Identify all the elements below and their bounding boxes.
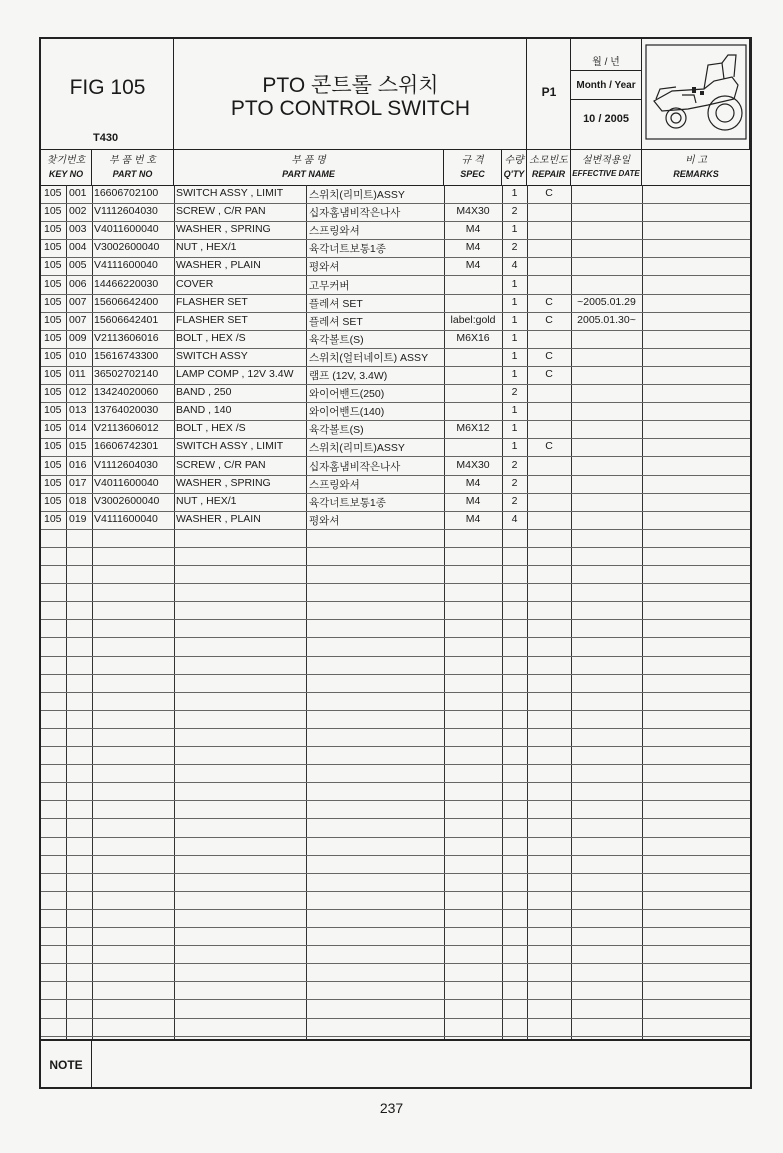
cell-name-en: SWITCH ASSY , LIMIT	[176, 187, 284, 199]
cell-name-en: SCREW , C/R PAN	[176, 458, 266, 471]
cell-name-en: NUT , HEX/1	[176, 494, 237, 507]
blank-row	[41, 800, 750, 819]
title-box	[174, 39, 527, 149]
cell-name-ko: 스위치(리미트)ASSY	[309, 442, 405, 455]
col-effective-date: 설변적용일 EFFECTIVE DATE	[571, 149, 642, 185]
cell-key: 003	[69, 223, 87, 236]
cell-fig: 105	[44, 331, 62, 344]
cell-name-en: FLASHER SET	[176, 313, 248, 326]
cell-part-no: V4111600040	[94, 259, 158, 272]
cell-key: 011	[69, 368, 86, 380]
cell-part-no: 13764020030	[94, 404, 159, 417]
blank-row	[41, 837, 750, 856]
table-row	[41, 457, 750, 476]
cell-qty: 1	[511, 331, 518, 344]
cell-part-no: 14466220030	[94, 277, 159, 290]
cell-repair: C	[545, 295, 553, 308]
cell-spec: M4X30	[456, 205, 490, 218]
col-spec: 규 격 SPEC	[444, 149, 502, 185]
table-row	[41, 493, 750, 512]
cell-name-en: BAND , 140	[176, 404, 232, 417]
cell-qty: 1	[511, 295, 518, 308]
cell-part-no: V3002600040	[94, 494, 160, 507]
cell-qty: 2	[511, 241, 518, 254]
cell-fig: 105	[44, 187, 62, 199]
cell-repair: C	[545, 313, 553, 326]
cell-repair: C	[545, 349, 553, 362]
cell-fig: 105	[44, 241, 62, 254]
cell-key: 001	[69, 187, 87, 199]
cell-name-en: WASHER , SPRING	[176, 223, 271, 236]
blank-row	[41, 638, 750, 657]
cell-qty: 2	[511, 205, 518, 218]
cell-qty: 2	[511, 458, 518, 471]
cell-part-no: V2113606012	[94, 422, 159, 435]
cell-fig: 105	[44, 205, 62, 218]
cell-part-no: V4111600040	[94, 512, 158, 525]
cell-name-ko: 와이어밴드(140)	[309, 406, 385, 419]
cell-spec: M4	[465, 241, 481, 254]
col-part-name: 부 품 명 PART NAME	[174, 149, 444, 185]
cell-fig: 105	[44, 259, 62, 272]
blank-row	[41, 601, 750, 620]
cell-key: 009	[69, 331, 87, 344]
cell-fig: 105	[44, 476, 62, 489]
col-key-no: 찾기번호 KEY NO	[41, 149, 92, 185]
cell-part-no: 15616743300	[94, 349, 159, 362]
cell-key: 015	[69, 440, 87, 453]
col-repair: 소모빈도 REPAIR	[527, 149, 571, 185]
cell-name-en: SWITCH ASSY , LIMIT	[176, 440, 284, 453]
sheet-page-number: P1	[541, 85, 557, 99]
cell-part-no: V1112604030	[94, 205, 158, 218]
cell-spec: M4	[465, 476, 481, 489]
cell-name-ko: 평와셔	[309, 261, 340, 274]
cell-part-no: V4011600040	[94, 223, 159, 236]
cell-fig: 105	[44, 494, 62, 507]
blank-row	[41, 1000, 750, 1019]
table-row	[41, 239, 750, 258]
cell-name-ko: 십자홈냄비작은나사	[309, 207, 401, 220]
cell-part-no: 16606702100	[94, 187, 159, 199]
cell-qty: 4	[511, 259, 518, 272]
cell-name-en: BOLT , HEX /S	[176, 331, 246, 344]
date-label-english: Month / Year	[576, 80, 636, 91]
cell-key: 012	[69, 386, 87, 399]
cell-name-en: SWITCH ASSY	[176, 349, 248, 362]
blank-row	[41, 692, 750, 711]
cell-fig: 105	[44, 512, 62, 525]
cell-fig: 105	[44, 313, 62, 326]
figure-number: FIG 105	[69, 76, 146, 99]
cell-name-en: WASHER , SPRING	[176, 476, 271, 489]
cell-part-no: 15606642400	[94, 295, 159, 308]
table-row	[41, 384, 750, 403]
cell-key: 002	[69, 205, 87, 218]
cell-repair: C	[545, 187, 553, 199]
cell-qty: 1	[511, 368, 518, 380]
title-english: PTO CONTROL SWITCH	[230, 97, 471, 120]
cell-spec: M4	[465, 494, 481, 507]
blank-row	[41, 547, 750, 566]
cell-name-en: COVER	[176, 277, 214, 290]
cell-qty: 2	[511, 476, 518, 489]
cell-qty: 1	[511, 187, 518, 199]
cell-name-en: SCREW , C/R PAN	[176, 205, 266, 218]
cell-qty: 2	[511, 494, 518, 507]
cell-qty: 1	[511, 422, 518, 435]
cell-qty: 4	[511, 512, 518, 525]
cell-fig: 105	[44, 223, 62, 236]
cell-spec: M6X16	[456, 331, 490, 344]
col-remarks: 비 고 REMARKS	[673, 155, 719, 179]
title-korean: PTO 콘트롤 스위치	[262, 74, 439, 97]
cell-fig: 105	[44, 404, 62, 417]
table-row	[41, 438, 750, 457]
cell-name-ko: 고무커버	[309, 279, 350, 292]
table-row	[41, 276, 750, 295]
cell-part-no: 36502702140	[94, 368, 159, 380]
cell-name-en: FLASHER SET	[176, 295, 248, 308]
cell-fig: 105	[44, 295, 62, 308]
blank-row	[41, 873, 750, 892]
blank-row	[41, 927, 750, 946]
col-part-no: 부 품 번 호 PART NO	[92, 149, 174, 185]
table-row	[41, 203, 750, 222]
cell-qty: 2	[511, 386, 518, 399]
table-row	[41, 366, 750, 385]
cell-name-en: LAMP COMP , 12V 3.4W	[176, 368, 294, 380]
cell-part-no: V4011600040	[94, 476, 159, 489]
table-row	[41, 221, 750, 240]
table-row	[41, 420, 750, 439]
column-headers	[41, 149, 750, 186]
cell-name-en: BAND , 250	[176, 386, 232, 399]
cell-spec: M4X30	[456, 458, 490, 471]
cell-fig: 105	[44, 440, 62, 453]
cell-fig: 105	[44, 458, 62, 471]
cell-name-en: WASHER , PLAIN	[176, 259, 261, 272]
cell-name-ko: 평와셔	[309, 514, 340, 527]
cell-name-ko: 육각너트보통1종	[309, 243, 386, 256]
blank-row	[41, 963, 750, 982]
table-row	[41, 348, 750, 367]
cell-name-ko: 육각볼트(S)	[309, 424, 364, 437]
blank-row	[41, 782, 750, 801]
cell-part-no: V2113606016	[94, 331, 159, 344]
blank-row	[41, 1018, 750, 1037]
cell-name-en: WASHER , PLAIN	[176, 512, 261, 525]
tractor-illustration	[642, 39, 750, 149]
table-row	[41, 185, 750, 204]
cell-part-no: V1112604030	[94, 458, 158, 471]
table-row	[41, 294, 750, 313]
blank-row	[41, 909, 750, 928]
cell-name-en: BOLT , HEX /S	[176, 422, 246, 435]
cell-part-no: 16606742301	[94, 440, 159, 453]
date-label-korean: 월 / 년	[592, 57, 620, 68]
cell-name-en: NUT , HEX/1	[176, 241, 237, 254]
blank-row	[41, 728, 750, 747]
cell-spec: M6X12	[456, 422, 490, 435]
cell-qty: 1	[511, 404, 518, 417]
cell-name-ko: 와이어밴드(250)	[309, 388, 385, 401]
page-box	[527, 39, 571, 149]
blank-row	[41, 819, 750, 838]
cell-spec: M4	[465, 259, 481, 272]
cell-key: 019	[69, 512, 87, 525]
cell-key: 010	[69, 349, 87, 362]
blank-row	[41, 746, 750, 765]
cell-name-ko: 스프링와셔	[309, 225, 360, 238]
blank-row	[41, 891, 750, 910]
cell-key: 014	[69, 422, 87, 435]
cell-name-ko: 스위치(리미트)ASSY	[309, 189, 405, 201]
blank-row	[41, 764, 750, 783]
cell-key: 005	[69, 259, 87, 272]
tractor-icon	[642, 39, 750, 149]
cell-repair: C	[545, 440, 553, 453]
cell-spec: label:gold	[450, 313, 496, 326]
blank-row	[41, 565, 750, 584]
cell-name-ko: 육각볼트(S)	[309, 333, 364, 346]
cell-fig: 105	[44, 386, 62, 399]
blank-row	[41, 855, 750, 874]
cell-name-ko: 십자홈냄비작은나사	[309, 460, 401, 473]
cell-date: ~2005.01.29	[577, 295, 636, 308]
cell-name-ko: 플레셔 SET	[309, 297, 363, 310]
table-row	[41, 475, 750, 494]
cell-part-no: 13424020060	[94, 386, 159, 399]
table-row	[41, 511, 750, 530]
cell-name-ko: 플레셔 SET	[309, 315, 363, 328]
cell-key: 017	[69, 476, 87, 489]
cell-key: 004	[69, 241, 87, 254]
col-qty: 수량 Q'TY	[502, 149, 527, 185]
cell-key: 006	[69, 277, 87, 290]
date-value: 10 / 2005	[583, 113, 629, 125]
blank-row	[41, 674, 750, 693]
table-row	[41, 257, 750, 276]
table-row	[41, 312, 750, 331]
cell-date: 2005.01.30~	[577, 313, 636, 326]
note-section	[41, 1039, 750, 1089]
table-row	[41, 330, 750, 349]
cell-name-ko: 육각너트보통1종	[309, 496, 386, 509]
blank-row	[41, 583, 750, 602]
note-label: NOTE	[41, 1041, 92, 1089]
cell-fig: 105	[44, 277, 62, 290]
cell-key: 007	[69, 295, 87, 308]
cell-spec: M4	[465, 512, 481, 525]
blank-row	[41, 619, 750, 638]
cell-qty: 1	[511, 277, 518, 290]
blank-row	[41, 529, 750, 548]
page-number: 237	[379, 1100, 404, 1116]
cell-name-ko: 스위치(얼터네이트) ASSY	[309, 351, 429, 364]
cell-qty: 1	[511, 440, 518, 453]
parts-list-sheet	[39, 37, 752, 1089]
cell-fig: 105	[44, 422, 62, 435]
cell-name-ko: 스프링와셔	[309, 478, 360, 491]
blank-row	[41, 945, 750, 964]
figure-box	[41, 39, 174, 149]
cell-fig: 105	[44, 368, 62, 380]
cell-repair: C	[545, 368, 553, 380]
parts-table	[41, 185, 750, 1039]
cell-key: 013	[69, 404, 87, 417]
cell-name-ko: 램프 (12V, 3.4W)	[309, 370, 388, 382]
cell-key: 016	[69, 458, 87, 471]
cell-qty: 1	[511, 223, 518, 236]
model-name: T430	[93, 132, 119, 144]
blank-row	[41, 710, 750, 729]
cell-fig: 105	[44, 349, 62, 362]
cell-qty: 1	[511, 313, 518, 326]
cell-key: 018	[69, 494, 87, 507]
blank-row	[41, 981, 750, 1000]
cell-spec: M4	[465, 223, 481, 236]
blank-row	[41, 656, 750, 675]
cell-qty: 1	[511, 349, 518, 362]
date-box	[571, 39, 642, 149]
cell-part-no: 15606642401	[94, 313, 159, 326]
sheet-header	[41, 39, 750, 150]
cell-part-no: V3002600040	[94, 241, 160, 254]
cell-key: 007	[69, 313, 87, 326]
table-row	[41, 402, 750, 421]
